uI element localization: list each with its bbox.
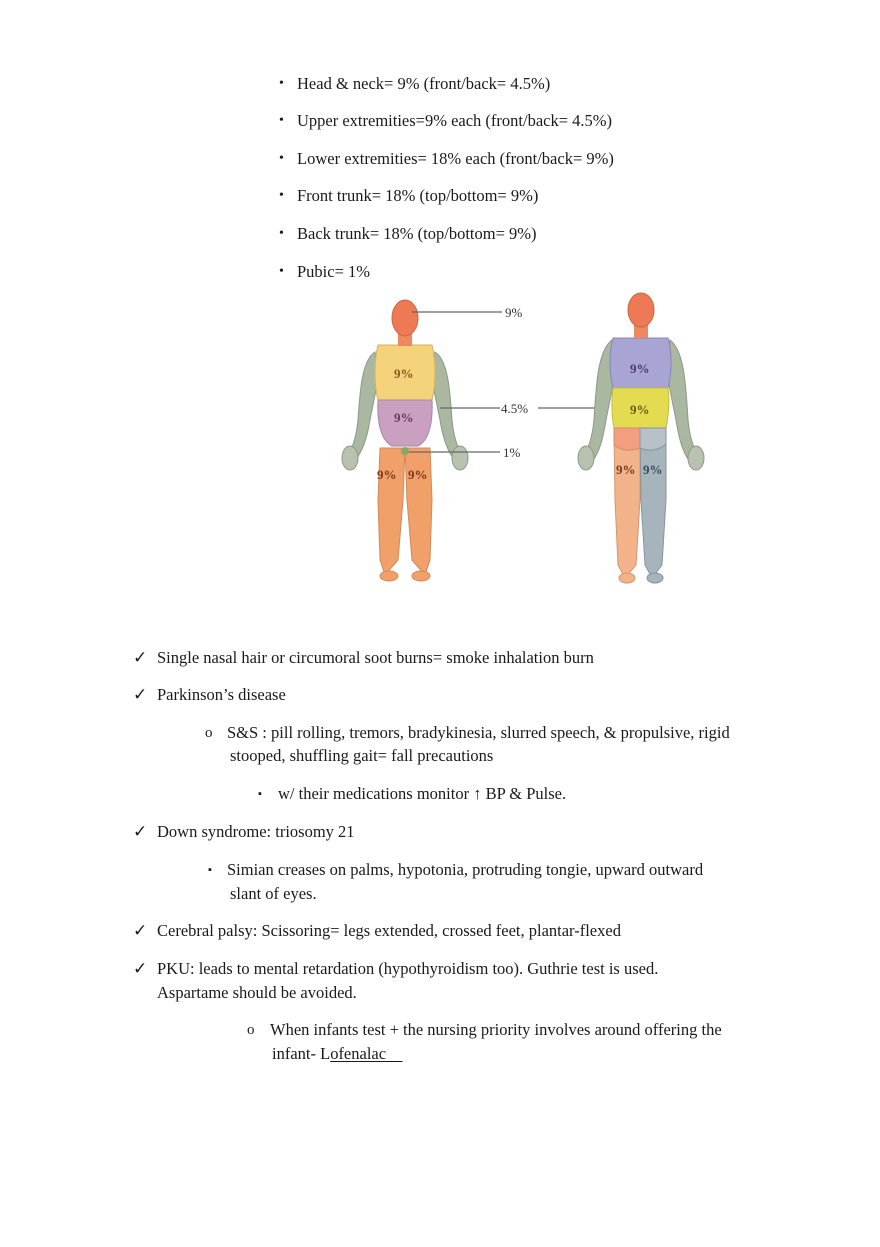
bullet-lower-extremities: Lower extremities= 18% each (front/back= 9%) [297,149,614,168]
bullet-marker: • [279,151,284,166]
note-down-sub-line1: Simian creases on palms, hypotonia, protruding tongie, upward outward [227,860,704,879]
bullet-upper-extremities: Upper extremities=9% each (front/back= 4.5%) [297,111,613,130]
bullet-pubic: Pubic= 1% [297,262,371,281]
note-smoke-inhalation: Single nasal hair or circumoral soot burns= smoke inhalation burn [157,648,594,667]
front-chest-label: 9% [394,366,414,381]
note-down-syndrome: Down syndrome: triosomy 21 [157,822,355,841]
check-icon: ✓ [133,685,148,704]
head-callout-label: 9% [505,305,523,320]
back-upper-label: 9% [630,361,650,376]
note-parkinsons: Parkinson’s disease [157,685,286,704]
bullet-head-neck: Head & neck= 9% (front/back= 4.5%) [297,74,551,93]
pku-lofenalac-underlined: ofenalac [330,1044,387,1063]
bullet-back-trunk: Back trunk= 18% (top/bottom= 9%) [297,224,537,243]
circle-marker: o [247,1022,255,1038]
back-lower-label: 9% [630,402,650,417]
front-abdomen-label: 9% [394,410,414,425]
back-left-leg-label: 9% [616,462,636,477]
arm-callout-label: 4.5% [501,401,529,416]
note-cerebral-palsy: Cerebral palsy: Scissoring= legs extended, crossed feet, plantar-flexed [157,921,621,940]
note-pku-line2: Aspartame should be avoided. [157,983,357,1002]
circle-marker: o [205,725,213,741]
check-icon: ✓ [133,921,148,940]
front-right-leg-label: 9% [408,467,428,482]
front-body-figure [342,300,468,581]
back-right-leg-label: 9% [643,462,663,477]
back-body-figure [578,293,704,583]
bullet-marker: • [279,76,284,91]
check-icon: ✓ [133,648,148,667]
square-marker: ▪ [208,864,212,876]
bullet-marker: • [279,188,284,203]
note-parkinsons-meds: w/ their medications monitor ↑ BP & Pulse. [278,784,567,803]
note-pku-sub-line1: When infants test + the nursing priority involves around offering the [270,1020,722,1039]
pku-underline-tail [386,1044,403,1063]
note-parkinsons-ss-line1: S&S : pill rolling, tremors, bradykinesia, slurred speech, & propulsive, rigid [227,723,730,742]
bullet-marker: • [279,264,284,279]
note-down-sub-line2: slant of eyes. [230,884,317,903]
front-left-leg-label: 9% [377,467,397,482]
note-parkinsons-ss-line2: stooped, shuffling gait= fall precautions [230,746,494,765]
note-pku-sub-line2 [272,1043,403,1065]
bullet-marker: • [279,113,284,128]
check-icon: ✓ [133,822,148,841]
bullet-front-trunk: Front trunk= 18% (top/bottom= 9%) [297,186,539,205]
pku-sub-prefix: infant- L [272,1044,331,1063]
note-pku-line1: PKU: leads to mental retardation (hypothyroidism too). Guthrie test is used. [157,959,659,978]
bullet-marker: • [279,226,284,241]
square-marker: ▪ [258,788,262,800]
check-icon: ✓ [133,959,148,978]
pubic-callout-label: 1% [503,445,521,460]
